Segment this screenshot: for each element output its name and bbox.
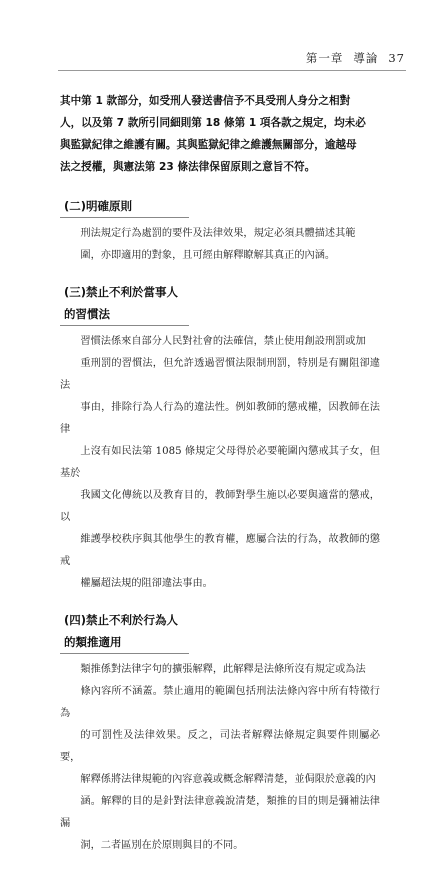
text-line: 解釋係將法律規範的內容意義或概念解釋清楚，並侷限於意義的內 xyxy=(80,774,376,785)
text-line: 類推係對法律字句的擴張解釋，此解釋是法條所沒有規定或為法 xyxy=(80,664,366,675)
section-heading: (二)明確原則 xyxy=(60,195,189,218)
section-heading: (三)禁止不利於當事人的習慣法 xyxy=(60,281,189,326)
text-line: 權屬超法規的阻卻違法事由。 xyxy=(80,578,213,589)
text-line: 重刑罰的習慣法，但允許透過習慣法限制刑罰，特別是有關阻卻違法 xyxy=(60,358,380,391)
text-line: 人，以及第 7 款所引同細則第 18 條第 1 項各款之規定，均未必 xyxy=(60,117,366,129)
intro-paragraph xyxy=(60,90,380,178)
chapter-title: 導論 xyxy=(353,51,379,65)
section-paragraph xyxy=(60,659,380,857)
text-line: 事由，排除行為人行為的違法性。例如教師的懲戒權，因教師在法律 xyxy=(60,402,380,435)
header-rule xyxy=(58,70,406,71)
page-number: 37 xyxy=(388,51,405,65)
text-line: 的可罰性及法律效果。反之，司法者解釋法條規定與要件則屬必要， xyxy=(60,730,380,763)
text-line: 圍，亦即適用的對象，且可經由解釋瞭解其真正的內涵。 xyxy=(80,250,336,261)
text-line: 涵。解釋的目的是針對法律意義說清楚，類推的目的則是彌補法律漏 xyxy=(60,796,380,829)
section-paragraph xyxy=(60,331,380,595)
text-line: 洞，二者區別在於原則與目的不同。 xyxy=(80,840,244,851)
section-heading: (四)禁止不利於行為人的類推適用 xyxy=(60,609,189,654)
text-line: 維護學校秩序與其他學生的教育權，應屬合法的行為，故教師的懲戒 xyxy=(60,534,380,567)
text-line: 與監獄紀律之維護有關。其與監獄紀律之維護無關部分，逾越母 xyxy=(60,139,357,151)
text-line: 法之授權，與憲法第 23 條法律保留原則之意旨不符。 xyxy=(60,161,316,173)
chapter-label: 第一章 xyxy=(305,51,344,65)
section-paragraph xyxy=(60,223,380,267)
text-line: 我國文化傳統以及教育目的，教師對學生施以必要與適當的懲戒，以 xyxy=(60,490,380,523)
text-line: 其中第 1 款部分，如受刑人發送書信予不具受刑人身分之相對 xyxy=(60,95,351,107)
page-body xyxy=(60,90,380,871)
text-line: 習慣法係來自部分人民對社會的法確信，禁止使用創設刑罰或加 xyxy=(80,336,366,347)
running-header xyxy=(306,50,405,66)
text-line: 條內容所不涵蓋。禁止適用的範圍包括刑法法條內容中所有特徵行為 xyxy=(60,686,380,719)
text-line: 刑法規定行為處罰的要件及法律效果，規定必須具體描述其範 xyxy=(80,228,356,239)
text-line: 上沒有如民法第 1085 條規定父母得於必要範圍內懲戒其子女，但基於 xyxy=(60,446,380,479)
